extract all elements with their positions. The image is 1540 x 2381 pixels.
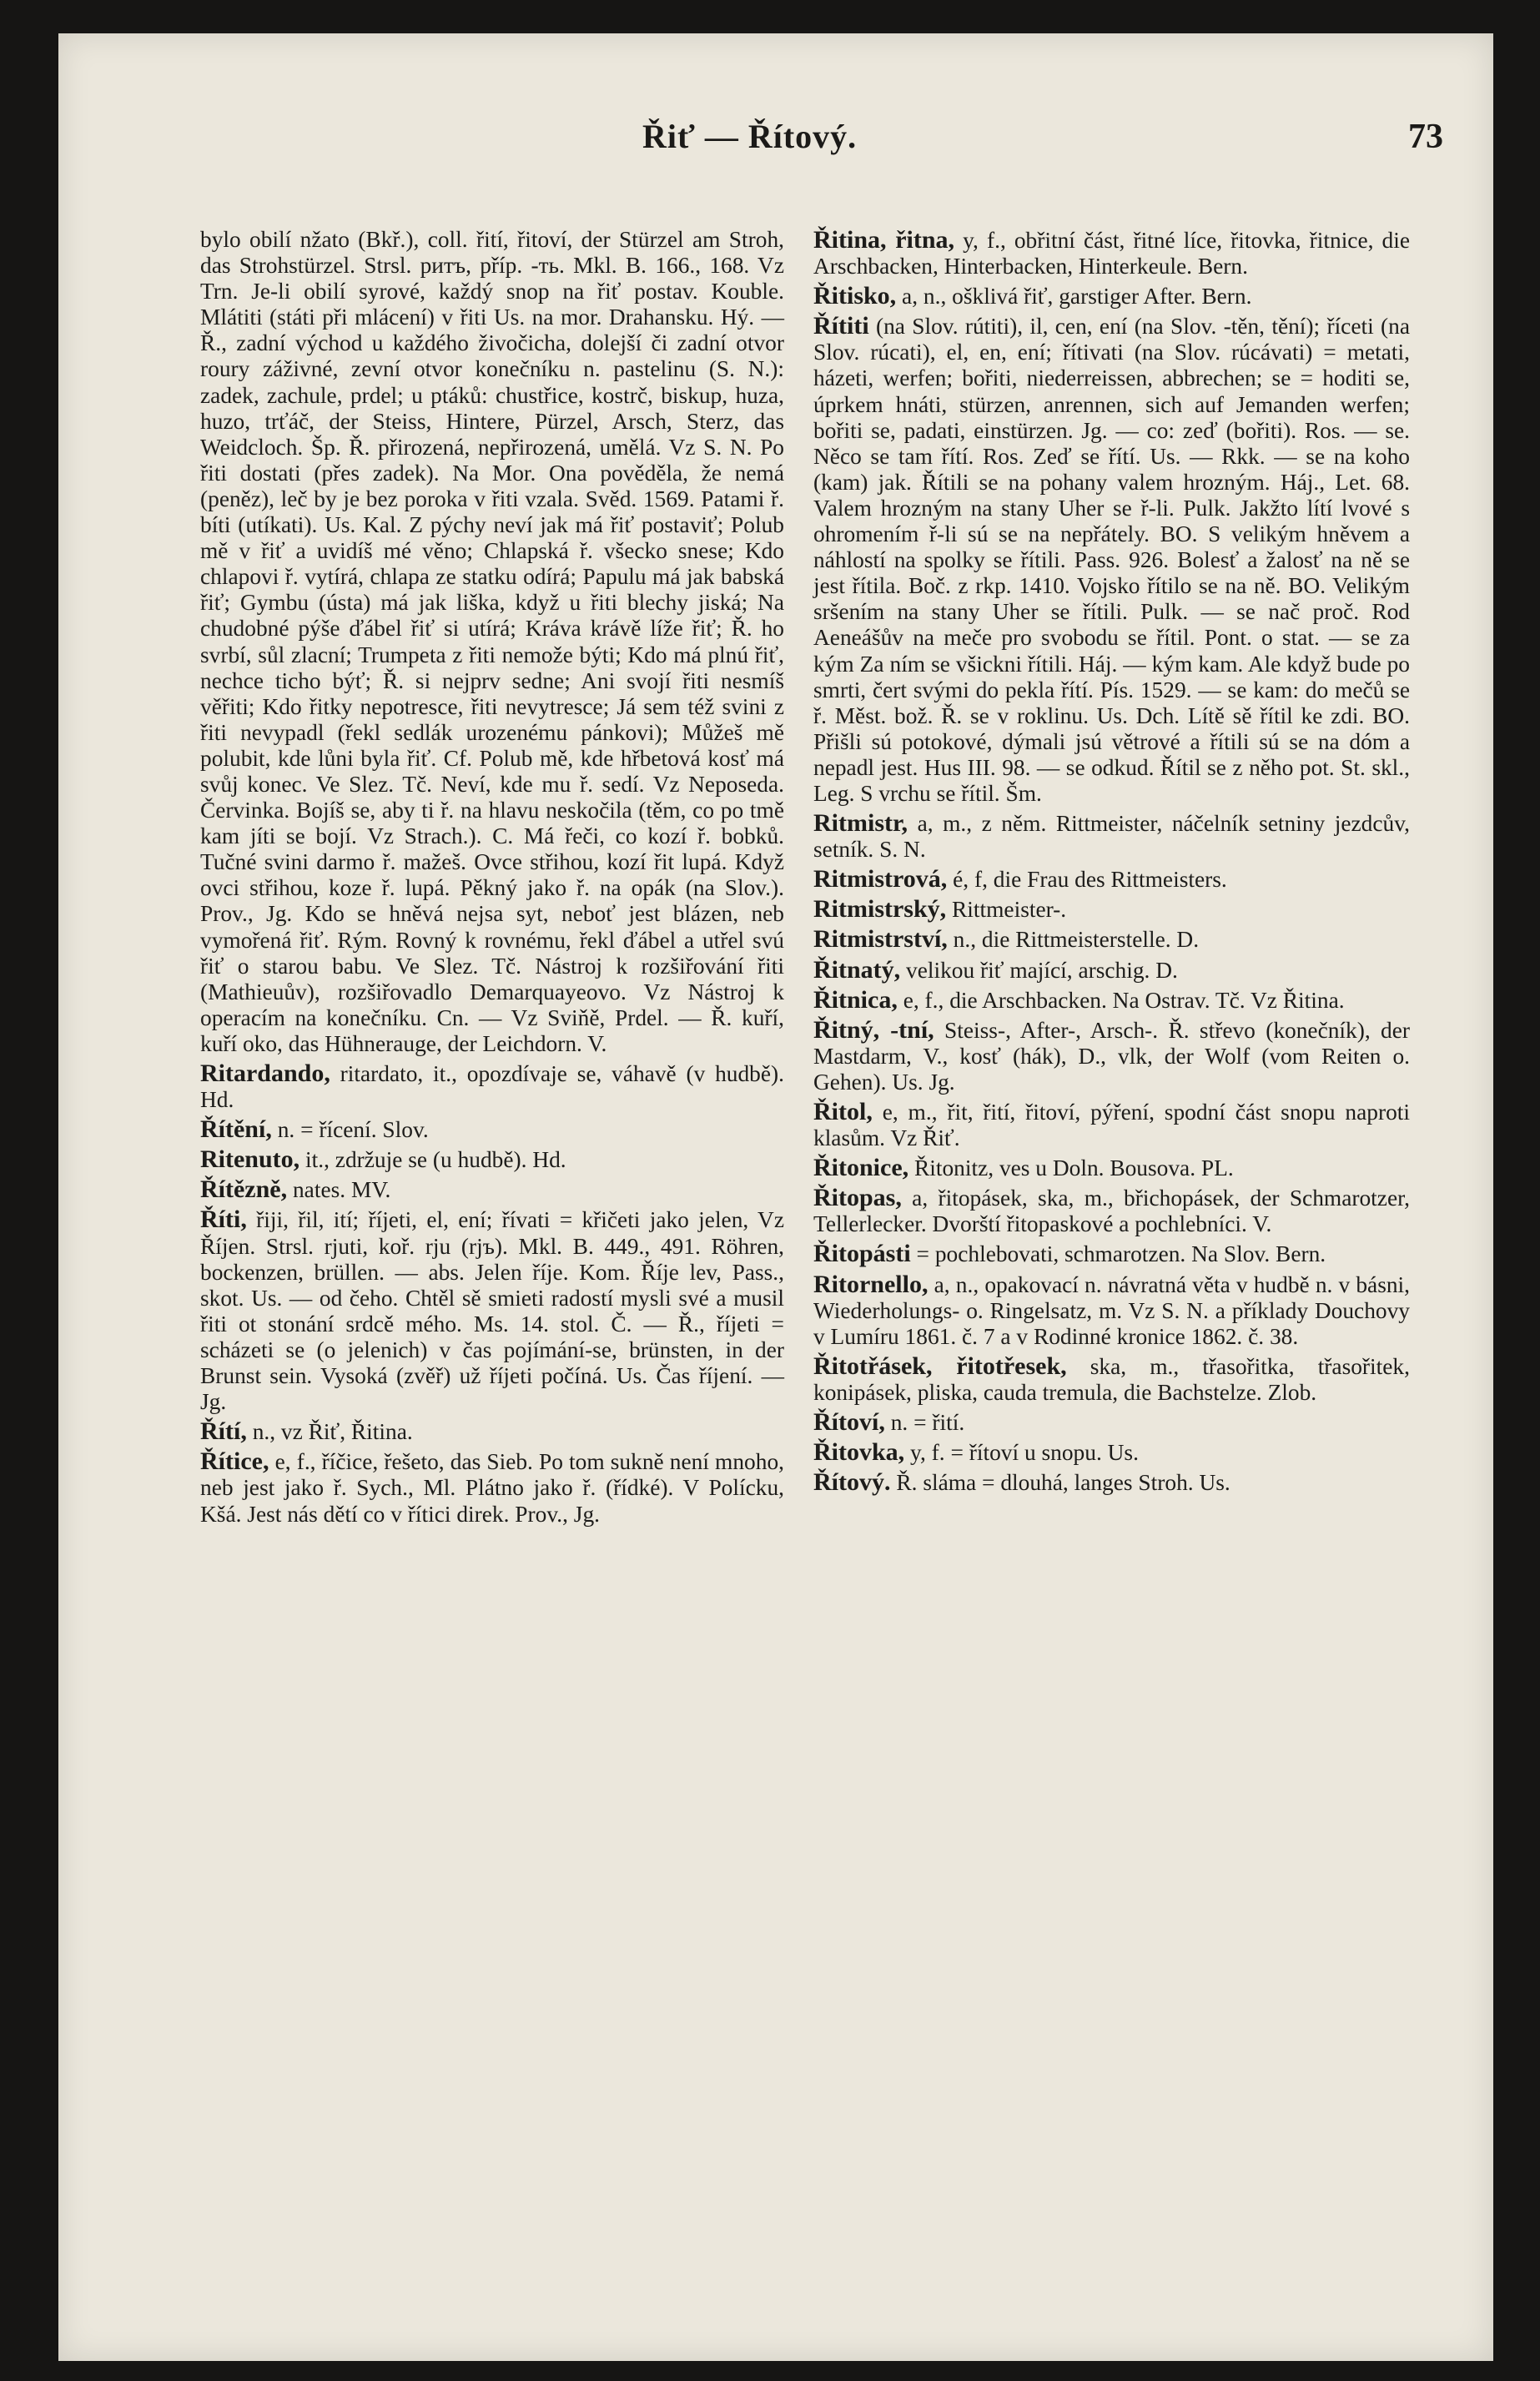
left-column	[200, 227, 784, 1531]
entry-headword: Ritmistr,	[813, 809, 908, 838]
entry-headword: Řítí,	[200, 1417, 247, 1446]
dictionary-entry	[200, 1418, 784, 1445]
right-column	[813, 227, 1410, 1499]
entry-text: e, f., die Arschbacken. Na Ostrav. Tč. Vz Řitina.	[903, 987, 1345, 1013]
dictionary-entry	[813, 926, 1410, 953]
entry-text: a, n., ošklivá řiť, garstiger After. Bern.	[902, 284, 1252, 310]
entry-headword: Řítiti	[813, 312, 869, 340]
entry-text: é, f, die Frau des Rittmeisters.	[953, 867, 1227, 893]
dictionary-entry	[813, 1099, 1410, 1151]
entry-headword: Ritenuto,	[200, 1145, 300, 1174]
entry-text: řiji, řil, ití; říjeti, el, ení; řívati = křičeti jako jelen, Vz Říjen. Strsl. rjuti, koř. rju (rjъ). Mkl. B. 449., 491. Röhren, bockenzen, brüllen. — abs. Jelen říje. Kom. Říje lev, Pass., skot. Us. — od čeho. Chtěl sě smieti radostí mysli své a musil řiti ot stonání srdcě mého. Ms. 14. stol. Č. — Ř., říjeti = scházeti se (o jelenich) v čas pojímání-se, brünsten, in der Brunst sein. Vysoká (zvěř) už říjeti počíná. Us. Čas říjení. — Jg.	[200, 1207, 784, 1415]
running-head: Řiť — Řítový.	[642, 118, 858, 155]
entry-text: ska, m., třasořitka, třasořitek, konipásek, pliska, cauda tremula, die Bachstelze. Zlob.	[813, 1353, 1410, 1405]
entry-headword: Řítice,	[200, 1447, 269, 1476]
dictionary-entry	[200, 1176, 784, 1203]
dictionary-entry	[813, 1017, 1410, 1095]
entry-text: n., die Rittmeisterstelle. D.	[953, 927, 1200, 953]
dictionary-entry	[813, 810, 1410, 863]
dictionary-entry	[813, 1439, 1410, 1466]
entry-headword: Řitopas,	[813, 1184, 902, 1212]
dictionary-entry	[813, 1469, 1410, 1496]
entry-text: y, f., obřitní část, řitné líce, řitovka, řitnice, die Arschbacken, Hinterbacken, Hinterkeule. Bern.	[813, 228, 1410, 279]
entry-text: Steiss-, After-, Arsch-. Ř. střevo (konečník), der Mastdarm, V., kosť (hák), D., vlk, der Wolf (vom Reiten o. Gehen). Us. Jg.	[813, 1017, 1410, 1095]
dictionary-page	[58, 33, 1493, 2361]
entry-text: a, n., opakovací n. návratná věta v hudbě n. v básni, Wiederholungs- o. Ringelsatz, m. Vz S. N. a příklady Douchovy v Lumíru 1861. č. 7 a v Rodinné kronice 1862. č. 38.	[813, 1271, 1411, 1349]
entry-text: nates. MV.	[292, 1177, 391, 1203]
entry-text: Ř. sláma = dlouhá, langes Stroh. Us.	[896, 1470, 1230, 1496]
entry-text: n., vz Řiť, Řitina.	[252, 1419, 413, 1445]
dictionary-entry	[813, 227, 1410, 279]
entry-text: = pochlebovati, schmarotzen. Na Slov. Bern.	[916, 1241, 1326, 1267]
dictionary-entry	[200, 1060, 784, 1113]
entry-text: a, řitopásek, ska, m., břichopásek, der Schmarotzer, Tellerlecker. Dvorští řitopaskové a pochlebníci. V.	[813, 1185, 1410, 1237]
entry-headword: Řitotřásek, řitotřesek,	[813, 1352, 1067, 1380]
dictionary-entry	[813, 1409, 1410, 1436]
entry-text: (na Slov. rútiti), il, cen, ení (na Slov. -těn, tění); říceti (na Slov. rúcati), el, en, ení; řítivati (na Slov. rúcávati) = metati, házeti, werfen; bořiti, niederreissen, abbrechen; se = hoditi se, úprkem hnáti, stürzen, anrennen, sich auf Jemanden werfen; bořiti se, padati, einstürzen. Jg. — co: zeď (bořiti). Ros. — se. Něco se tam řítí. Ros. Zeď se řítí. Us. — Rkk. — se na koho (kam) jak. Řítili se na pohany valem hrozným. Háj., Let. 68. Valem hrozným na stany Uher se ř-li. Pulk. Jakžto lítí lvové s ohromením ř-li sú se na nepřátely. BO. S velikým hněvem a náhlostí na spolky se řítili. Pass. 926. Bolesť a žalosť na ně se jest řítila. Boč. z rkp. 1410. Vojsko řítilo se na ně. BO. Velikým sršením na stany Uher se řítili. Pulk. — se nač proč. Rod Aeneášův na meče pro svobodu se řítil. Pont. o stat. — se za kým Za ním se všickni řítili. Háj. — kým kam. Ale když bude po smrti, čert svými do pekla řítí. Pís. 1529. — se kam: do mečů se ř. Měst. bož. Ř. se v roklinu. Us. Dch. Lítě sě řítil ke zdi. BO. Přišli sú potokové, dýmali jsú větrové a řítili sú se na dóm a nepadl jest. Hus III. 98. — se odkud. Řítil se z něho pot. St. skl., Leg. S vrchu se řítil. Šm.	[813, 314, 1410, 806]
dictionary-entry	[200, 1206, 784, 1415]
dictionary-entry	[200, 1146, 784, 1173]
entry-headword: Ritornello,	[813, 1270, 929, 1298]
entry-text: e, f., říčice, řešeto, das Sieb. Po tom sukně není mnoho, neb jest jako ř. Sych., Ml. Plátno jako ř. (řídké). V Polícku, Kšá. Jest nás dětí co v řítici direk. Prov., Jg.	[200, 1449, 784, 1527]
entry-headword: Řitopásti	[813, 1240, 911, 1268]
entry-headword: Řítění,	[200, 1115, 272, 1144]
entry-headword: Řítězně,	[200, 1175, 288, 1204]
dictionary-entry	[200, 1116, 784, 1143]
dictionary-entry	[813, 987, 1410, 1014]
dictionary-entry	[200, 1448, 784, 1527]
entry-headword: Ritmistrství,	[813, 925, 948, 954]
dictionary-entry	[200, 227, 784, 1057]
entry-headword: Řitný, -tní,	[813, 1015, 934, 1044]
dictionary-entry	[813, 1155, 1410, 1181]
entry-text: ritardato, it., opozdívaje se, váhavě (v hudbě). Hd.	[200, 1061, 784, 1113]
entry-headword: Řitina, řitna,	[813, 226, 955, 254]
entry-text: e, m., řit, řití, řitoví, pýření, spodní část snopu naproti klasům. Vz Řiť.	[813, 1100, 1410, 1151]
entry-text: a, m., z něm. Rittmeister, náčelník setniny jezdcův, setník. S. N.	[813, 811, 1410, 863]
entry-headword: Řitnatý,	[813, 955, 901, 984]
entry-headword: Řitnica,	[813, 985, 898, 1014]
page-number: 73	[1408, 118, 1443, 156]
entry-text: Řitonitz, ves u Doln. Bousova. PL.	[914, 1155, 1234, 1181]
entry-headword: Říti,	[200, 1206, 247, 1234]
entry-text: n. = řití.	[890, 1410, 965, 1436]
entry-text: bylo obilí nžato (Bkř.), coll. řití, řitoví, der Stürzel am Stroh, das Strohstürzel. Strsl. ритъ, příp. -ть. Mkl. B. 166., 168. Vz Trn. Je-li obilí syrové, každý snop na řiť postav. Kouble. Mlátiti (státi při mlácení) v řiti Us. na mor. Drahansku. Hý. — Ř., zadní východ u každého živočicha, dolejší či zadní otvor roury záživné, zevní otvor konečníku n. pastelinu (S. N.): zadek, zachule, prdel; u ptáků: chustřice, kostrč, biskup, huza, huzo, trťáč, der Steiss, Hintere, Pürzel, Arsch, Sterz, das Weidcloch. Šp. Ř. přirozená, nepřirozená, umělá. Vz S. N. Po řiti dostati (přes zadek). Na Mor. Ona pověděla, že nemá (peněz), leč by je bez poroka v řiti vzala. Svěd. 1569. Patami ř. bíti (utíkati). Us. Kal. Z pýchy neví jak má řiť postaviť; Polub mě v řiť a uvidíš mé věno; Chlapská ř. všecko snese; Kdo chlapovi ř. vytírá, chlapa ze statku odírá; Papulu má jak babská řiť; Gymbu (ústa) má jak liška, když u řiti blechy jiská; Na chudobné pýše ďábel řiť si utírá; Kráva krávě líže řiť; Ř. ho svrbí, sůl zlacní; Trumpeta z řiti nemože býti; Kdo má plnú řiť, nechce ticho býť; Ř. si nejprv sedne; Ani svojí řiti nesmíš věřiti; Kdo řitky nepotresce, řiti nevytresce; Já sem též svini z řiti nevypadl (řekl sedlák urozenému pánkovi); Můžeš mě polubit, kde lůni byla řiť. Cf. Polub mě, kde hřbetová kosť má svůj konec. Ve Slez. Tč. Neví, kde mu ř. sedí. Vz Neposeda. Červinka. Bojíš se, aby ti ř. na hlavu neskočila (těm, co po tmě kam jíti se bojí. Vz Strach.). C. Má řeči, co kozí ř. bobků. Tučné svini darmo ř. mažeš. Ovce střihou, kozí řit lupá. Když ovci střihou, koze ř. lupá. Pěkný jako ř. na opák (na Slov.). Prov., Jg. Kdo se hněvá nejsa syt, neboť jest blázen, neb vymořená řiť. Rým. Rovný k rovnému, řekl ďábel a utřel svú řiť o starou babu. Ve Slez. Tč. Nástroj k rozšiřování řiti (Mathieuův), rozšiřovadlo Demarquayeovo. Vz Nástroj k operacím na konečníku. Cn. — Vz Sviňě, Prdel. — Ř. kuří, kuří oko, das Hühnerauge, der Leichdorn. V.	[200, 227, 784, 1056]
entry-text: Rittmeister-.	[952, 897, 1067, 923]
dictionary-entry	[813, 283, 1410, 310]
entry-text: velikou řiť mající, arschig. D.	[906, 957, 1178, 983]
entry-headword: Ritardando,	[200, 1060, 330, 1087]
entry-headword: Řítový.	[813, 1468, 891, 1497]
entry-headword: Řitol,	[813, 1098, 873, 1125]
page-header	[58, 117, 1493, 175]
entry-headword: Řitonice,	[813, 1154, 909, 1182]
dictionary-entry	[813, 1271, 1410, 1350]
dictionary-entry	[813, 1353, 1410, 1406]
dictionary-entry	[813, 896, 1410, 923]
dictionary-entry	[813, 313, 1410, 807]
dictionary-entry	[813, 957, 1410, 984]
entry-headword: Ritmistrová,	[813, 865, 948, 894]
entry-headword: Ritmistrský,	[813, 895, 947, 924]
entry-text: n. = řícení. Slov.	[277, 1117, 429, 1143]
dictionary-entry	[813, 866, 1410, 893]
entry-text: y, f. = řítoví u snopu. Us.	[910, 1440, 1139, 1466]
entry-headword: Řitisko,	[813, 282, 897, 310]
entry-text: it., zdržuje se (u hudbě). Hd.	[305, 1147, 566, 1173]
dictionary-entry	[813, 1185, 1410, 1237]
entry-headword: Řítoví,	[813, 1408, 885, 1437]
entry-headword: Řitovka,	[813, 1438, 905, 1467]
dictionary-entry	[813, 1241, 1410, 1267]
